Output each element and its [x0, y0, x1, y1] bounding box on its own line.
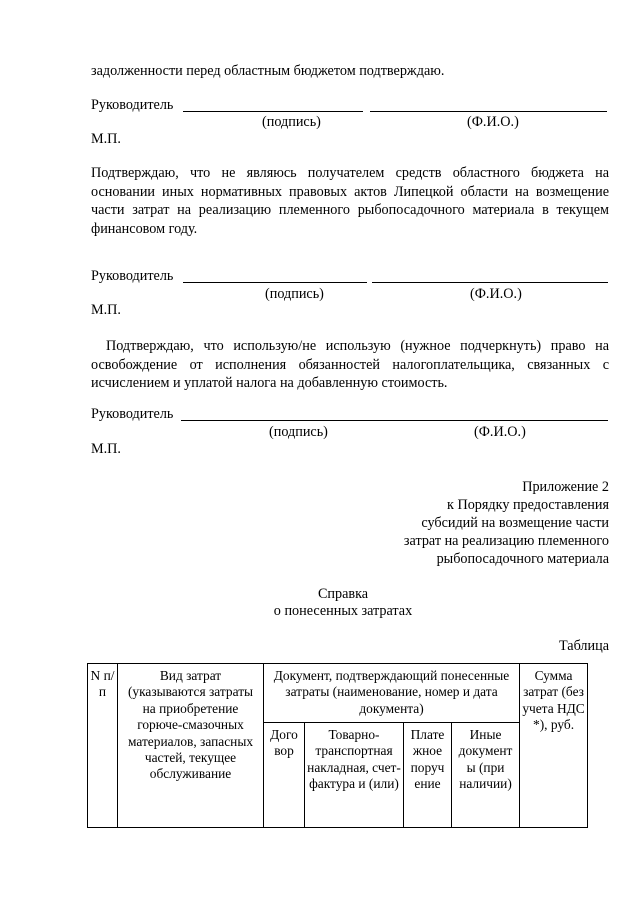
- signature-1-name-caption: (Ф.И.О.): [467, 114, 519, 130]
- paragraph-vat-exemption: Подтверждаю, что использую/не использую (нужное подчеркнуть) право на освобождение от исполнения обязанностей налогоплательщика, связанных с исчислением и уплатой налога на добавленную стоимость.: [91, 338, 609, 391]
- signature-3-name-caption: (Ф.И.О.): [474, 424, 526, 440]
- header-cell-cost-type: Вид затрат (указываются затраты на приобретение горюче-смазочных материалов, запасных частей, текущее обслуживание: [118, 664, 264, 828]
- signature-2-name-caption: (Ф.И.О.): [470, 286, 522, 302]
- appendix-line-3: субсидий на возмещение части: [421, 515, 609, 531]
- signature-1-name-line: [370, 111, 607, 112]
- signature-3-stamp: М.П.: [91, 441, 121, 457]
- signature-2-name-line: [372, 282, 608, 283]
- certificate-subtitle: о понесенных затратах: [273, 603, 413, 619]
- signature-3-sign-line: [181, 420, 364, 421]
- signature-3-name-line: [364, 420, 608, 421]
- signature-3-label: Руководитель: [91, 406, 174, 422]
- appendix-line-4: затрат на реализацию племенного: [403, 533, 609, 549]
- signature-1-label: Руководитель: [91, 97, 174, 113]
- header-cell-payment-order: Плате жное поруч ение: [404, 723, 452, 828]
- header-cell-other-documents: Иные документ ы (при наличии): [452, 723, 520, 828]
- header-cell-waybill: Товарно-транспортная накладная, счет-фактура и (или): [305, 723, 404, 828]
- signature-2-sign-line: [183, 282, 367, 283]
- signature-2-sign-caption: (подпись): [265, 286, 324, 302]
- signature-1-stamp: М.П.: [91, 131, 121, 147]
- header-cell-document: Документ, подтверждающий понесенные затраты (наименование, номер и дата документа): [264, 664, 520, 723]
- header-cell-amount: Сумма затрат (без учета НДС *), руб.: [520, 664, 588, 828]
- opening-line: задолженности перед областным бюджетом подтверждаю.: [91, 63, 445, 79]
- signature-3-sign-caption: (подпись): [269, 424, 328, 440]
- signature-1-sign-line: [183, 111, 363, 112]
- appendix-line-5: рыбопосадочного материала: [436, 551, 609, 567]
- appendix-line-2: к Порядку предоставления: [447, 497, 609, 513]
- header-cell-number: N п/п: [88, 664, 118, 828]
- appendix-number: Приложение 2: [522, 479, 609, 495]
- costs-table: [87, 663, 588, 828]
- signature-2-stamp: М.П.: [91, 302, 121, 318]
- signature-2-label: Руководитель: [91, 268, 174, 284]
- certificate-title: Справка: [317, 586, 369, 602]
- header-cell-contract: Дого вор: [264, 723, 305, 828]
- signature-1-sign-caption: (подпись): [262, 114, 321, 130]
- table-caption: Таблица: [558, 638, 609, 654]
- paragraph-no-other-subsidies: Подтверждаю, что не являюсь получателем средств областного бюджета на основании иных нормативных правовых актов Липецкой области на возмещение части затрат на реализацию племенного рыбопосадочного материала в текущем финансовом году.: [91, 165, 609, 237]
